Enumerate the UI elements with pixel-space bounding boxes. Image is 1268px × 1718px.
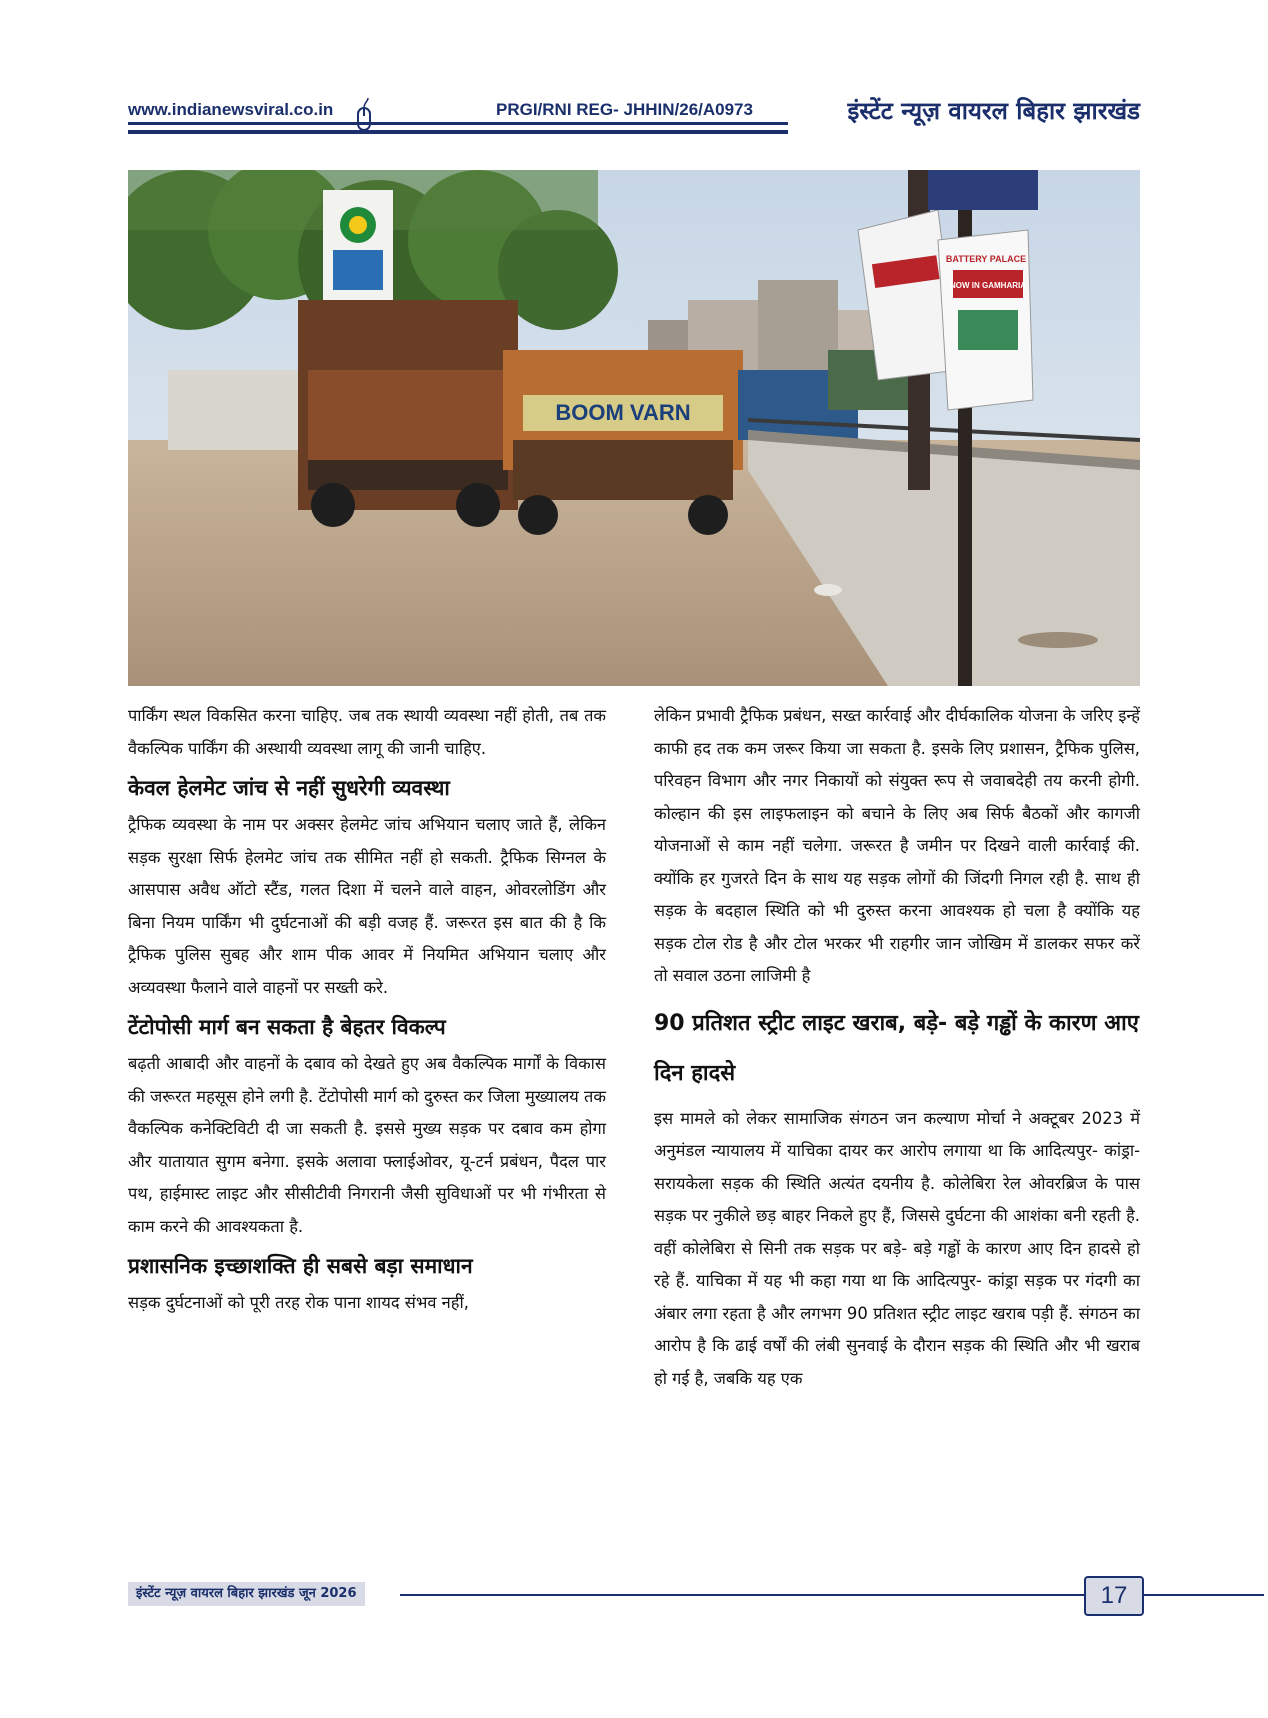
footer-month: जून 2026 [298, 1586, 357, 1601]
roadside-trucks-photo [128, 170, 1140, 686]
article-right-column [654, 700, 1140, 1395]
mouse-icon [356, 98, 372, 132]
page-number: 17 [1084, 1576, 1144, 1616]
website-url[interactable]: www.indianewsviral.co.in [128, 100, 334, 119]
header-rule-thick [128, 130, 788, 134]
shop-banner-2 [938, 230, 1033, 410]
footer-rule [400, 1594, 1084, 1596]
paragraph: ट्रैफिक व्यवस्था के नाम पर अक्सर हेलमेट जांच अभियान चलाए जाते हैं, लेकिन सड़क सुरक्षा सिर्फ हेलमेट जांच तक सीमित नहीं हो सकती. ट्रैफिक सिग्नल के आसपास अवैध ऑटो स्टैंड, गलत दिशा में चलने वाले वाहन, ओवरलोडिंग और बिना नियम पार्किंग भी दुर्घटनाओं की बड़ी वजह हैं. जरूरत इस बात की है कि ट्रैफिक पुलिस सुबह और शाम पीक आवर में नियमित अभियान चलाए और अव्यवस्था फैलाने वाले वाहनों पर सख्ती करे. [128, 815, 606, 997]
banner-location: NOW IN GAMHARIA [950, 281, 1026, 290]
section-heading: केवल हेलमेट जांच से नहीं सुधरेगी व्यवस्था [128, 776, 450, 800]
registration-number: PRGI/RNI REG- JHHIN/26/A0973 [496, 100, 753, 119]
footer-brand-name: इंस्टेंट न्यूज़ वायरल बिहार झारखंड [136, 1586, 295, 1601]
section-heading: टेंटोपोसी मार्ग बन सकता है बेहतर विकल्प [128, 1015, 446, 1039]
paragraph: बढ़ती आबादी और वाहनों के दबाव को देखते हुए अब वैकल्पिक मार्गों के विकास की जरूरत महसूस होने लगी है. टेंटोपोसी मार्ग को दुरुस्त कर जिला मुख्यालय तक वैकल्पिक कनेक्टिविटी दी जा सकती है. इससे मुख्य सड़क पर दबाव कम होगा और यातायात सुगम बनेगा. इसके अलावा फ्लाईओवर, यू-टर्न प्रबंधन, पैदल पार पथ, हाईमास्ट लाइट और सीसीटीवी निगरानी जैसी सुविधाओं पर भी गंभीरता से काम करने की आवश्यकता है. [128, 1054, 606, 1236]
paragraph: सड़क दुर्घटनाओं को पूरी तरह रोक पाना शायद संभव नहीं, [128, 1293, 469, 1312]
paragraph: लेकिन प्रभावी ट्रैफिक प्रबंधन, सख्त कार्रवाई और दीर्घकालिक योजना के जरिए इन्हें काफी हद तक कम जरूर किया जा सकता है. इसके लिए प्रशासन, ट्रैफिक पुलिस, परिवहन विभाग और नगर निकायों को संयुक्त रूप से जवाबदेही तय करनी होगी. कोल्हान की इस लाइफलाइन को बचाने के लिए अब सिर्फ बैठकों और कागजी योजनाओं से काम नहीं चलेगा. जरूरत है जमीन पर दिखने वाली कार्रवाई की. क्योंकि हर गुजरते दिन के साथ यह सड़क लोगों की जिंदगी निगल रही है. साथ ही सड़क के बदहाल स्थिति को भी दुरुस्त करना आवश्यक हो चला है क्योंकि यह सड़क टोल रोड है और टोल भरकर भी राहगीर जान जोखिम में डालकर सफर करें तो सवाल उठना लाजिमी है [654, 706, 1140, 985]
publication-brand: इंस्टेंट न्यूज़ वायरल बिहार झारखंड [847, 97, 1140, 125]
article-photo [128, 170, 1140, 686]
section-heading: प्रशासनिक इच्छाशक्ति ही सबसे बड़ा समाधान [128, 1254, 473, 1278]
page-footer [128, 1576, 1140, 1616]
page-header [128, 98, 1140, 150]
paragraph: पार्किंग स्थल विकसित करना चाहिए. जब तक स्थायी व्यवस्था नहीं होती, तब तक वैकल्पिक पार्किंग की अस्थायी व्यवस्था लागू की जानी चाहिए. [128, 706, 606, 758]
banner-shop-name: BATTERY PALACE [945, 254, 1027, 264]
article-left-column [128, 700, 606, 1320]
paragraph: इस मामले को लेकर सामाजिक संगठन जन कल्याण मोर्चा ने अक्टूबर 2023 में अनुमंडल न्यायालय में याचिका दायर कर आरोप लगाया था कि आदित्यपुर- कांड्रा- सरायकेला सड़क की स्थिति अत्यंत दयनीय है. कोलेबिरा रेल ओवरब्रिज के पास सड़क पर नुकीले छड़ बाहर निकले हुए हैं, जिससे दुर्घटना की आशंका बनी रहती है. वहीं कोलेबिरा से सिनी तक सड़क पर बड़े- बड़े गड्ढों के कारण आए दिन हादसे हो रहे हैं. याचिका में यह भी कहा गया था कि आदित्यपुर- कांड्रा सड़क पर गंदगी का अंबार लगा रहता है और लगभग 90 प्रतिशत स्ट्रीट लाइट खराब पड़ी हैं. संगठन का आरोप है कि ढाई वर्षों की लंबी सुनवाई के दौरान सड़क की स्थिति और भी खराब हो गई है, जबकि यह एक [654, 1108, 1140, 1388]
section-heading: 90 प्रतिशत स्ट्रीट लाइट खराब, बड़े- बड़े गड्ढों के कारण आए दिन हादसे [654, 1010, 1139, 1086]
truck-lettering: BOOM VARN [555, 400, 691, 425]
header-rule-thin [128, 122, 788, 125]
footer-rule-right [1144, 1594, 1264, 1596]
footer-brand [128, 1582, 365, 1606]
